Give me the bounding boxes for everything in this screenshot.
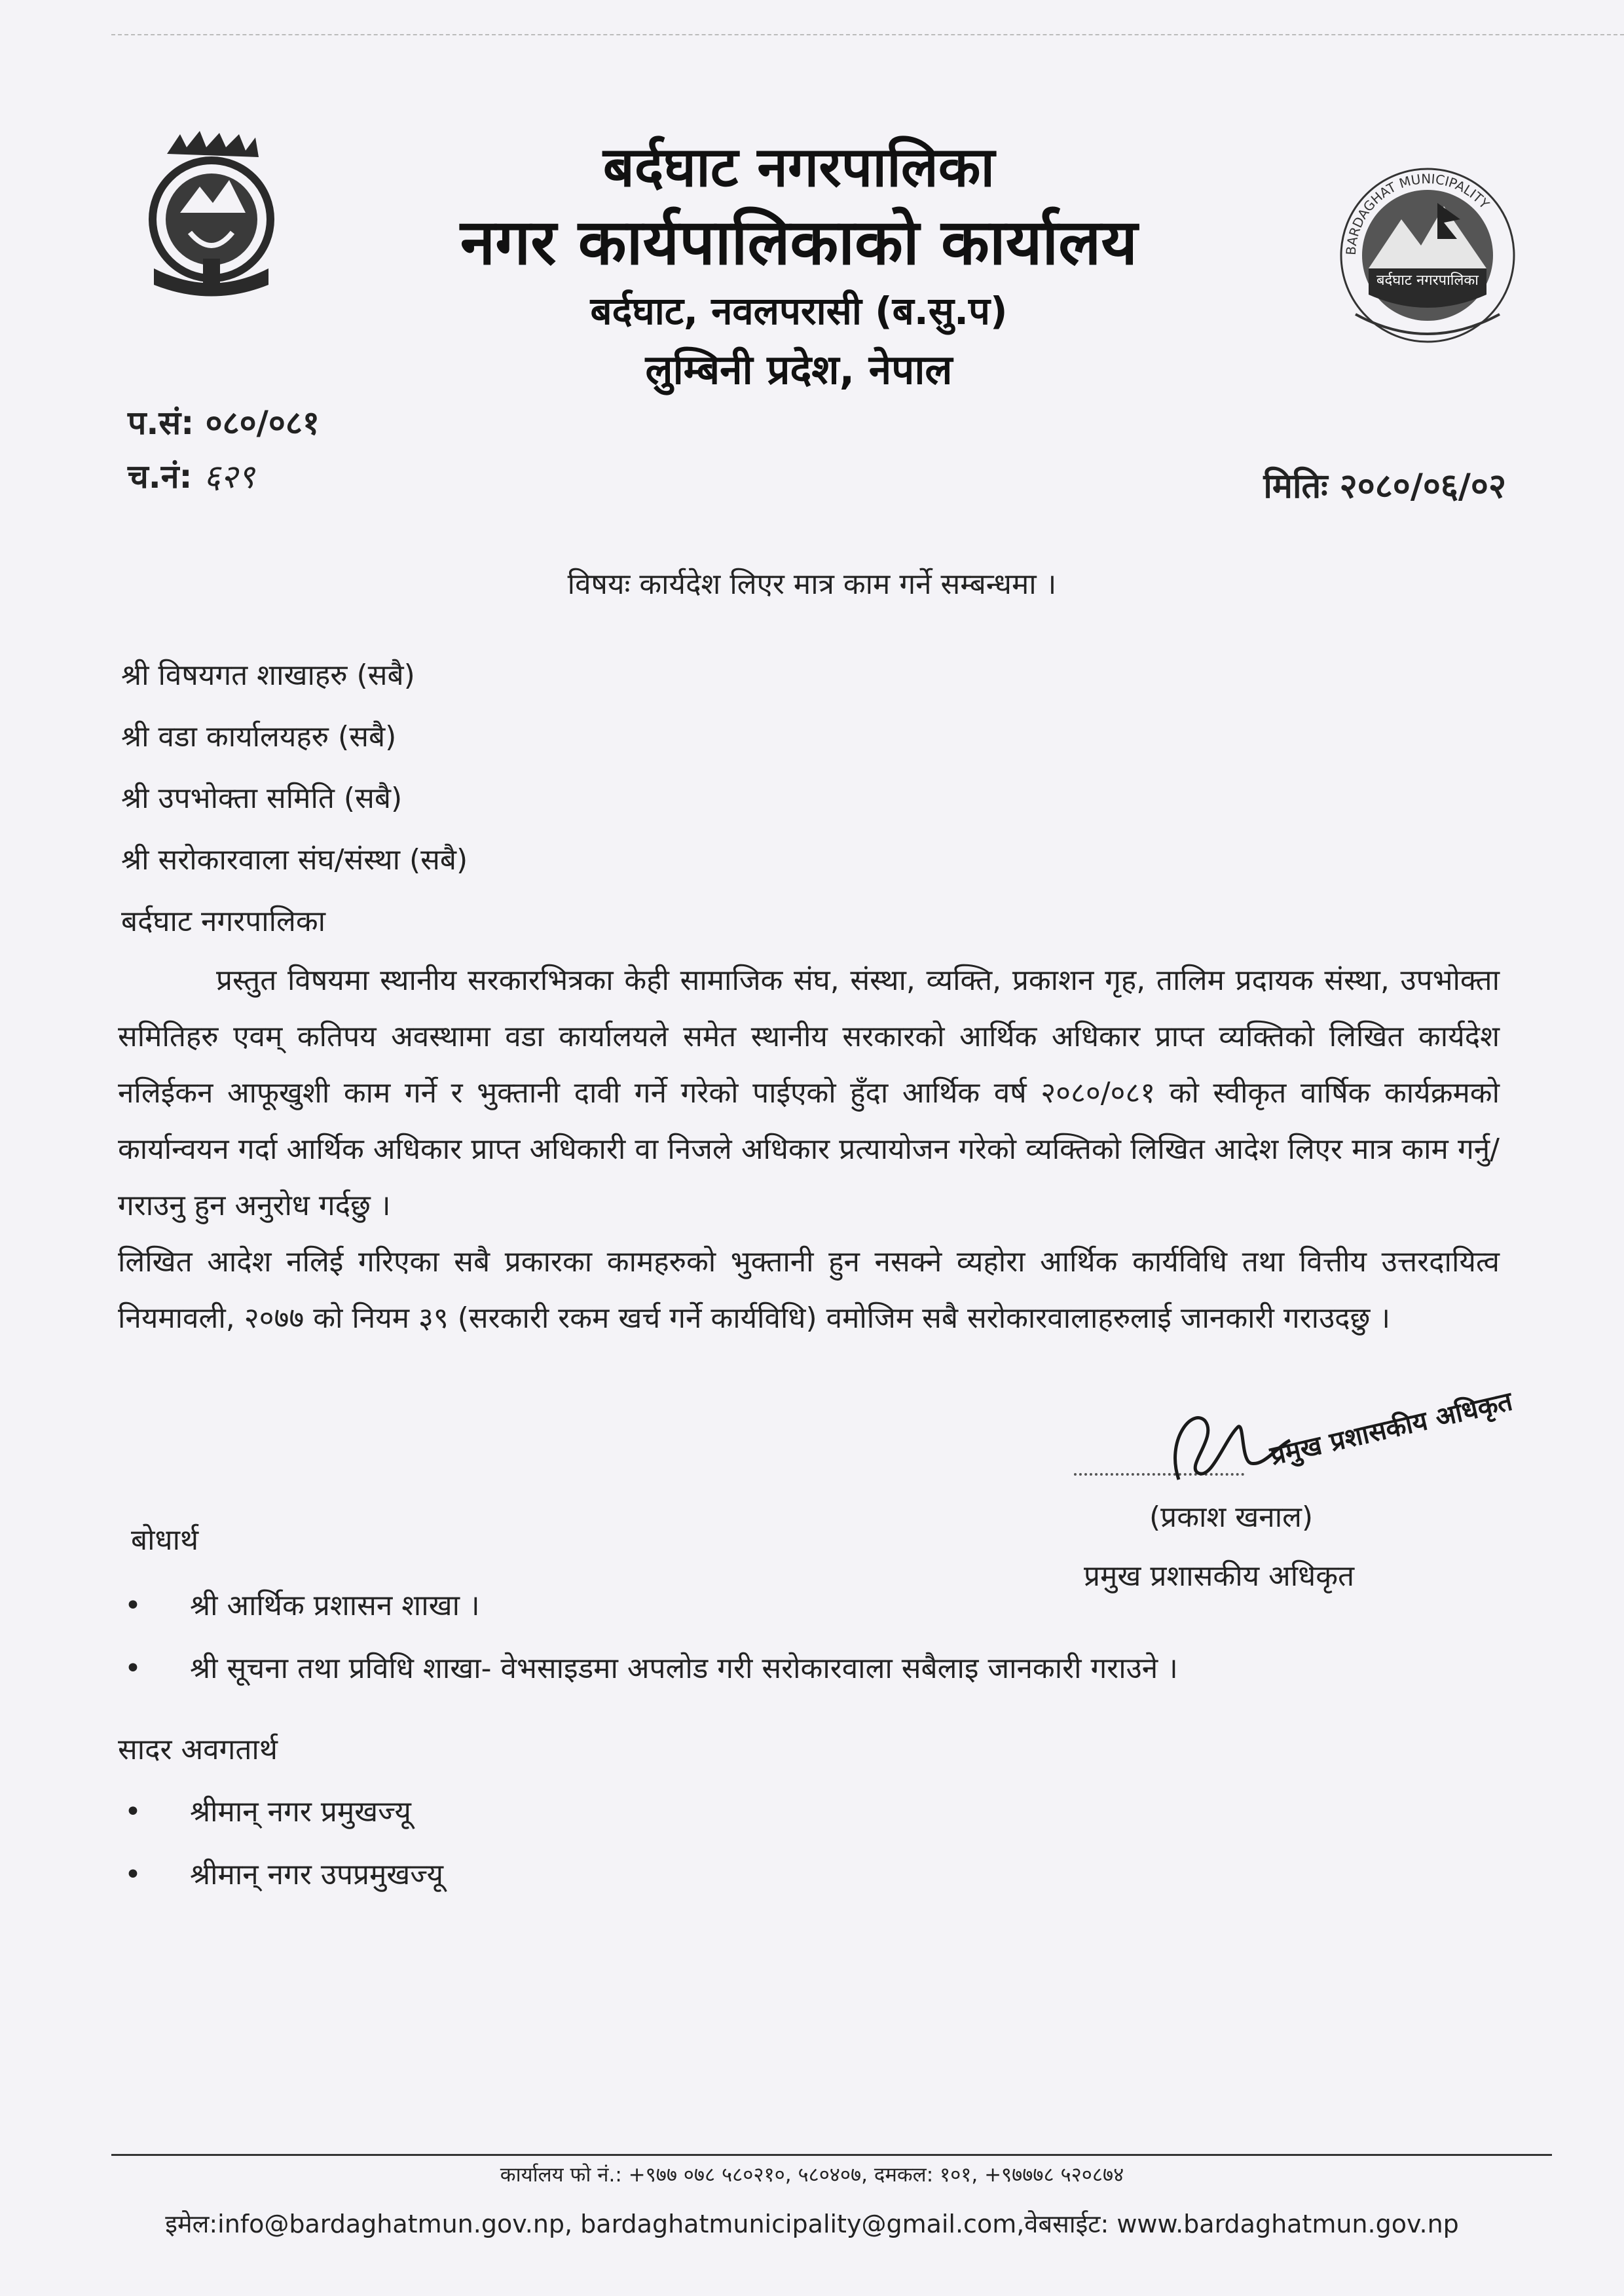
list-item: • श्री आर्थिक प्रशासन शाखा । [118,1575,1178,1637]
footer-contact: कार्यालय फो नं.: +९७७ ०७८ ५८०२१०, ५८०४०७, दमकल: १०१, +९७७७८ ५२०८७४ [500,2163,1124,2187]
letterhead [288,131,1310,399]
letter-date: मितिः २०८०/०६/०२ [1263,467,1506,506]
designation-stamp: प्रमुख प्रशासकीय अधिकृत [1267,1386,1515,1472]
subject-line: विषयः कार्यदेश लिएर मात्र काम गर्ने सम्बन्धमा । [567,568,1057,601]
list-item: • श्रीमान् नगर प्रमुखज्यू [118,1781,443,1844]
bodhartha-list [118,1575,1178,1700]
sadar-list [118,1781,443,1906]
dispatch-number [128,450,320,503]
office-address: बर्दघाट, नवलपरासी (ब.सु.प) [590,289,1008,333]
office-name: नगर कार्यपालिकाको कार्यालय [460,206,1138,279]
nepal-emblem-icon [141,128,282,304]
fiscal-year-ref: प.सं: ०८०/०८१ [128,404,320,442]
footer-email-web: इमेल:info@bardaghatmun.gov.np, bardaghatmunicipality@gmail.com,वेबसाईट: www.bardaghatmun.gov.np [165,2210,1459,2238]
dispatch-number-label: च.नं: [128,458,193,496]
municipality-logo [1329,157,1526,354]
body-paragraph-1: प्रस्तुत विषयमा स्थानीय सरकारभित्रका केही सामाजिक संघ, संस्था, व्यक्ति, प्रकाशन गृह, तालिम प्रदायक संस्था, उपभोक्ता समितिहरु एवम् कतिपय अवस्थामा वडा कार्यालयले समेत स्थानीय सरकारको आर्थिक अधिकार प्राप्त व्यक्तिको लिखित कार्यदेश नलिईकन आफूखुशी काम गर्ने र भुक्तानी दावी गर्ने गरेको पाईएको हुँदा आर्थिक वर्ष २०८०/०८१ को स्वीकृत वार्षिक कार्यक्रमको कार्यान्वयन गर्दा आर्थिक अधिकार प्राप्त अधिकारी वा निजले अधिकार प्रत्यायोजन गरेको व्यक्तिको लिखित आदेश लिएर मात्र काम गर्नु/गराउनु हुन अनुरोध गर्दछु । [118,964,1500,1222]
municipality-name: बर्दघाट नगरपालिका [602,135,995,199]
reference-block [128,396,320,503]
sadar-label: सादर अवगतार्थ [118,1733,278,1766]
dispatch-number-value: ६२९ [203,458,255,496]
footer-rule [111,2154,1552,2156]
letter-body [118,953,1500,1347]
recipient-item: श्री वडा कार्यालयहरु (सबै) [121,720,397,754]
recipient-item: श्री सरोकारवाला संघ/संस्था (सबै) [121,843,468,877]
recipient-item: श्री उपभोक्ता समिति (सबै) [121,782,403,815]
recipient-list [121,645,468,953]
list-item: • श्री सूचना तथा प्रविधि शाखा- वेभसाइडमा अपलोड गरी सरोकारवाला सबैलाइ जानकारी गराउने । [118,1637,1178,1700]
recipient-item: बर्दघाट नगरपालिका [121,905,326,938]
recipient-item: श्री विषयगत शाखाहरु (सबै) [121,659,415,692]
body-paragraph-2: लिखित आदेश नलिई गरिएका सबै प्रकारका कामहरुको भुक्तानी हुन नसक्ने व्यहोरा आर्थिक कार्यविधि तथा वित्तीय उत्तरदायित्व नियमावली, २०७७ को नियम ३९ (सरकारी रकम खर्च गर्ने कार्यविधि) वमोजिम सबै सरोकारवालाहरुलाई जानकारी गराउदछु । [118,1245,1500,1335]
top-dashed-rule [111,34,1624,35]
list-item: • श्रीमान् नगर उपप्रमुखज्यू [118,1844,443,1906]
logo-arc-text: BARDAGHAT MUNICIPALITY [1342,170,1493,256]
logo-inner-text: बर्दघाट नगरपालिका [1376,272,1479,289]
province-country: लुम्बिनी प्रदेश, नेपाल [645,346,953,393]
signatory-name: (प्रकाश खनाल) [1149,1501,1314,1534]
signatory-title: प्रमुख प्रशासकीय अधिकृत [1084,1559,1355,1593]
bodhartha-label: बोधार्थ [131,1523,199,1557]
